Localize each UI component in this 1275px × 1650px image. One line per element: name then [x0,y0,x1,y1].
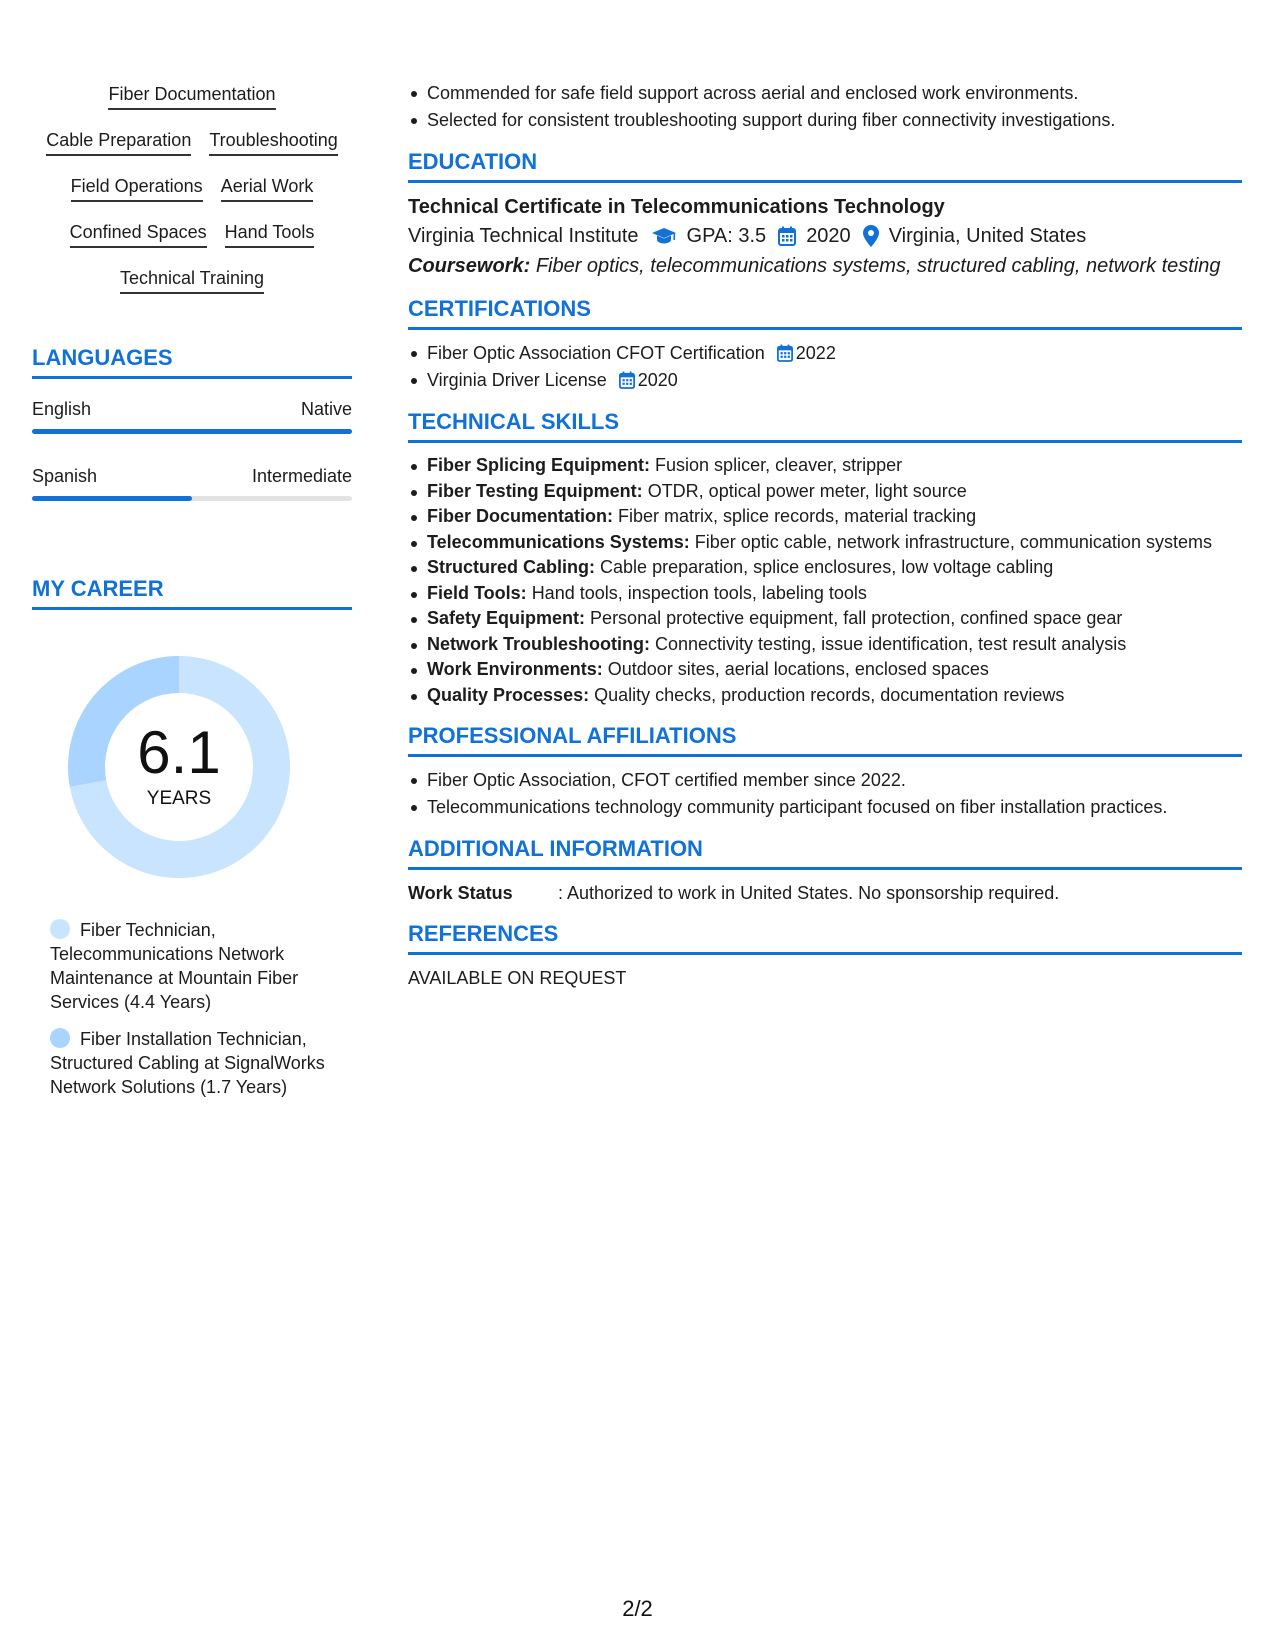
technical-skill-label: Fiber Documentation: [427,506,614,526]
certification-item [408,340,1242,367]
additional-title: ADDITIONAL INFORMATION [408,835,1242,870]
language-bar [32,429,352,434]
education-title: EDUCATION [408,148,1242,183]
calendar-icon [619,371,635,389]
technical-skill-item [408,530,1242,556]
skill-tag-row [32,174,352,202]
career-legend-item [50,918,332,1014]
career-donut [64,652,294,882]
achievement-item: Selected for consistent troubleshooting support during fiber connectivity investigations. [408,107,1242,134]
certification-year: 2020 [637,370,678,390]
language-bar-fill [32,496,192,501]
language-name: Spanish [32,466,98,486]
certification-name: Virginia Driver License [427,370,607,390]
education-coursework [408,251,1242,281]
language-bar-fill [32,429,352,434]
right-column [408,80,1242,991]
calendar-icon [778,226,796,246]
language-row [32,397,352,421]
skill-tag: Cable Preparation [46,128,191,156]
education-location: Virginia, United States [888,225,1087,247]
language-item [32,464,352,501]
technical-skill-text: Connectivity testing, issue identification, test result analysis [655,633,1127,654]
certification-item [408,367,1242,394]
skill-tag-row [32,266,352,294]
technical-skill-label: Network Troubleshooting: [427,633,650,654]
skill-tag-row [32,220,352,248]
certifications-section [408,295,1242,394]
technical-skill-text: Fiber matrix, splice records, material tracking [618,506,977,526]
technical-skill-label: Work Environments: [427,659,603,679]
skill-tag-row [32,128,352,156]
technical-skill-text: OTDR, optical power meter, light source [647,480,967,501]
education-year: 2020 [806,225,851,247]
career-total-unit: YEARS [146,788,212,809]
affiliations-section [408,722,1242,821]
certification-list [408,340,1242,394]
graduation-cap-icon [651,227,677,245]
donut-center [64,652,294,882]
work-status-text: : Authorized to work in United States. No sponsorship required. [558,883,1060,903]
certification-name: Fiber Optic Association CFOT Certification [427,343,765,363]
technical-skill-text: Personal protective equipment, fall protection, confined space gear [590,608,1123,628]
technical-skill-item [408,632,1242,658]
language-bar [32,496,352,501]
career-total-years: 6.1 [137,719,221,786]
technical-skill-item [408,581,1242,607]
languages-title: LANGUAGES [32,344,352,379]
technical-skill-label: Structured Cabling: [427,557,596,577]
skill-tag: Confined Spaces [70,220,207,248]
technical-skill-item [408,504,1242,530]
career-legend-item [50,1027,332,1099]
technical-skill-label: Safety Equipment: [427,608,586,628]
references-section [408,920,1242,991]
references-title: REFERENCES [408,920,1242,955]
education-degree: Technical Certificate in Telecommunications Technology [408,196,945,218]
achievement-item: Commended for safe field support across aerial and enclosed work environments. [408,80,1242,107]
work-status-row [408,880,1242,906]
location-pin-icon [863,225,879,247]
technical-skill-text: Quality checks, production records, documentation reviews [594,684,1065,705]
left-column [32,82,352,1112]
technical-skills-section [408,408,1242,708]
technical-skill-text: Hand tools, inspection tools, labeling tools [531,582,867,603]
coursework-text: Fiber optics, telecommunications systems, structured cabling, network testing [535,255,1221,277]
skill-tags [32,82,352,294]
affiliation-item: Telecommunications technology community participant focused on fiber installation practices. [408,794,1242,821]
work-status-label: Work Status [408,883,513,903]
skill-tag: Aerial Work [221,174,314,202]
language-name: English [32,399,92,419]
certification-year: 2022 [795,343,836,363]
technical-skill-text: Outdoor sites, aerial locations, enclosed spaces [607,659,989,679]
affiliation-item: Fiber Optic Association, CFOT certified member since 2022. [408,767,1242,794]
technical-skill-text: Fiber optic cable, network infrastructure, communication systems [694,531,1212,552]
legend-dot-icon [50,1028,70,1048]
education-meta [408,221,1242,251]
additional-section [408,835,1242,906]
technical-skill-label: Fiber Testing Equipment: [427,480,643,501]
technical-skill-label: Fiber Splicing Equipment: [427,455,651,475]
language-level: Intermediate [251,466,352,486]
skill-tag: Hand Tools [225,220,315,248]
technical-skills-list [408,453,1242,708]
technical-skill-item [408,683,1242,709]
affiliations-list [408,767,1242,821]
technical-skill-item [408,453,1242,479]
skill-tag: Fiber Documentation [108,82,275,110]
career-title: MY CAREER [32,575,352,610]
technical-skill-text: Cable preparation, splice enclosures, low voltage cabling [600,557,1054,577]
career-legend [32,918,332,1099]
technical-skill-item [408,555,1242,581]
technical-skill-text: Fusion splicer, cleaver, stripper [655,455,903,475]
language-item [32,397,352,434]
language-row [32,464,352,488]
skill-tag: Technical Training [120,266,264,294]
certifications-title: CERTIFICATIONS [408,295,1242,330]
page-number: 2/2 [622,1596,653,1621]
technical-skill-label: Quality Processes: [427,684,590,705]
technical-skill-label: Telecommunications Systems: [427,531,690,552]
career-legend-text: Fiber Installation Technician, Structured Cabling at SignalWorks Network Solutions (1.7 Years) [50,1029,325,1097]
language-level: Native [300,399,352,419]
legend-dot-icon [50,919,70,939]
skill-tag-row [32,82,352,110]
languages-section [32,344,352,501]
achievement-list [408,80,1242,134]
career-legend-text: Fiber Technician, Telecommunications Network Maintenance at Mountain Fiber Services (4.4 Years) [50,920,299,1012]
technical-skill-item [408,606,1242,632]
skill-tag: Troubleshooting [209,128,337,156]
technical-skills-title: TECHNICAL SKILLS [408,408,1242,443]
technical-skill-item [408,657,1242,683]
references-text: AVAILABLE ON REQUEST [408,968,627,988]
skill-tag: Field Operations [71,174,203,202]
coursework-label: Coursework: [408,255,531,277]
career-section [32,575,352,1099]
language-list [32,397,352,501]
education-gpa: GPA: 3.5 [686,225,767,247]
calendar-icon [777,344,793,362]
technical-skill-label: Field Tools: [427,582,527,603]
technical-skill-item [408,479,1242,505]
affiliations-title: PROFESSIONAL AFFILIATIONS [408,722,1242,757]
education-section [408,148,1242,281]
education-school: Virginia Technical Institute [408,225,639,247]
